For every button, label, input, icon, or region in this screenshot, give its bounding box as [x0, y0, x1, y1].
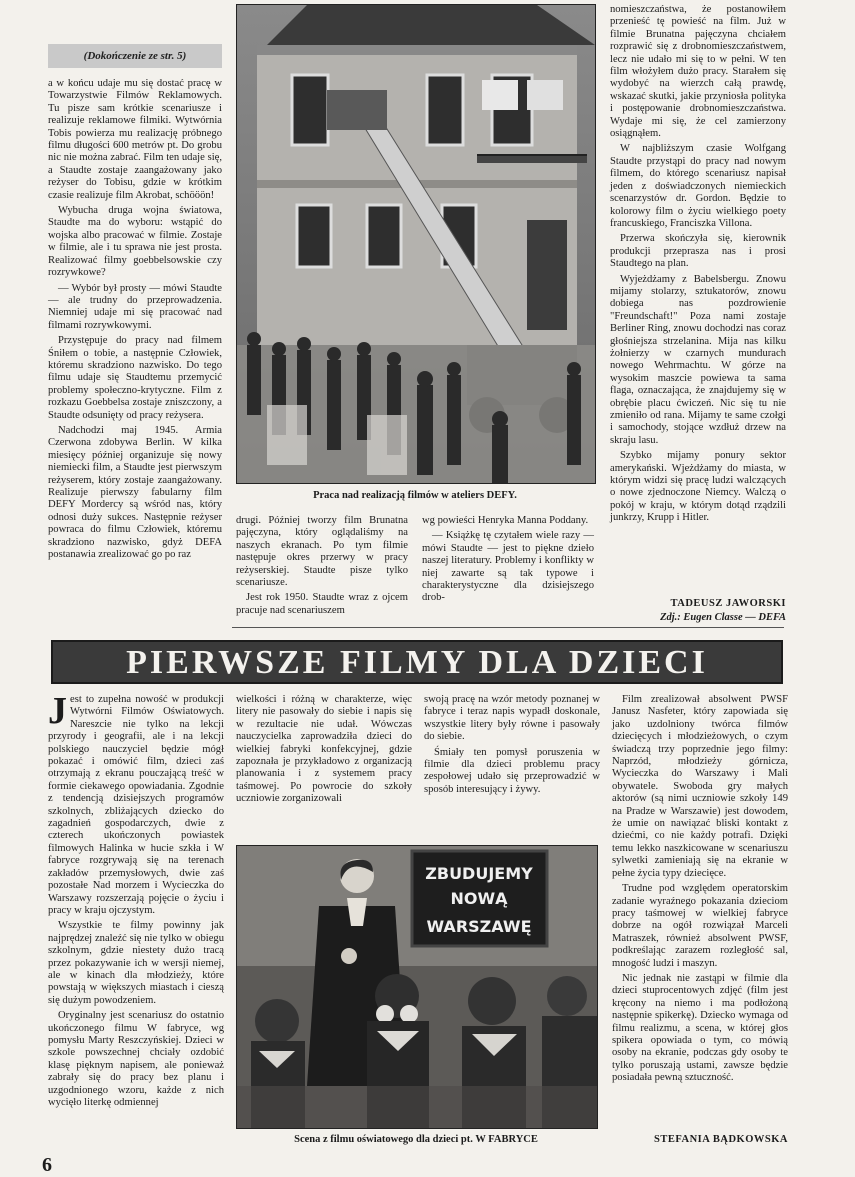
- sign-line-2: NOWĄ: [450, 889, 508, 908]
- photo-classroom: [236, 845, 598, 1129]
- article-bottom-col-3: [424, 694, 600, 834]
- continuation-note: (Dokończenie ze str. 5): [48, 44, 222, 68]
- photo-credit: Zdj.: Eugen Classe — DEFA: [660, 612, 786, 623]
- paragraph: Przerwa skończyła się, kierownik produkcji przeprasza nas i prosi Staudtego na plan.: [610, 233, 786, 270]
- paragraph: nomieszczaństwa, że postanowiłem przenieść tę powieść na film. Już w filmie Brunatna pajęczyna chciałem rozprawić się z drobnomieszczaństwem, lecz nie udało mi się to w pełni. W ten film włożyłem dużo pracy. Starałem się wydobyć na wierzch całą prawdę, wskazać skutki, jakie przyniosła polityka i postępowanie drobnomieszczaństwa. Wydaje mi się, że cel zamierzony osiągnąłem.: [610, 4, 786, 140]
- paragraph: wg powieści Henryka Manna Poddany.: [422, 515, 589, 526]
- article-bottom-col-2: [236, 694, 412, 834]
- drop-cap: J: [48, 690, 67, 732]
- paragraph: Wybucha druga wojna światowa, Staudte ma do wyboru: wstąpić do wojska albo pracować w filmie. Zostaje w filmie, ale i tu sprawa nie jest prosta. Realizować filmy goebbelsowskie czy rozrywkowe?: [48, 205, 222, 279]
- paragraph: swoją pracę na wzór metody poznanej w fabryce i teraz napis wypadł doskonale, wszystkie litery były równe i pasowały do siebie.: [424, 694, 600, 743]
- paragraph-text: est to zupełna nowość w produkcji Wytwórni Filmów Oświatowych. Nareszcie nie tylko na lekcji przyrody i geografii, ale i na lekcji polskiego nauczyciel będzie mógł pokazać i omówić film, dzieci zaś otrzymają z ekranu pouczającą treść w formie ciekawego opowiadania. Zgodnie z tendencją dzisiejszych programów szkolnych, zbliżających dziecko do zagadnień gospodarczych, dwie z czterech ukończonych powiastek filmowych Halinka w hucie szkła i W fabryce rozgrywają się na terenach zakładów przemysłowych, dwie zaś pozostałe Nad morzem i Wycieczka do Warszawy rozszerzają pojęcie o życiu i pracy w kraju ojczystym.: [48, 694, 224, 916]
- article-top-col-4: [610, 4, 786, 599]
- photo-classroom-image: [237, 846, 597, 1128]
- paragraph: Nic jednak nie zastąpi w filmie dla dzieci stuprocentowych zdjęć (film jest kręcony na niemo i ma podłożoną następnie spikerkę). Dziecko wymaga od filmu realizmu, a scena, w której głos spikera opowiada o tym, co mówią osoby na ekranie, podczas gdy osoby te tylko poruszają ustami, zawsze będzie posiadała pewną sztuczność.: [612, 972, 788, 1084]
- author-top: TADEUSZ JAWORSKI: [670, 598, 786, 609]
- paragraph: Film zrealizował absolwent PWSF Janusz Nasfeter, który zapowiada się jako uzdolniony twórca filmów dziecięcych i młodzieżowych, o czym świadczą trzy poprzednie jego filmy: Naprzód, młodzieży górnicza, Wycieczka do Warszawy i Mali obywatele. Swoboda gry małych aktorów (są nimi uczniowie szkoły 149 na Pradze w Warszawie) jest dowodem, że umie on nawiązać bliski kontakt z dziećmi, co nie każdy potrafi. Dzięki temu lekko naszkicowane w scenariuszu sylwetki zamieniają się na ekranie w pełne życia typy dziecięce.: [612, 694, 788, 879]
- paragraph: Szybko mijamy ponury sektor amerykański. Wjeżdżamy do miasta, w którym widzi się pracę ludzi walczących o nowe zjednoczone Niemcy. Walczą o pokój w kraju, w którym dotąd rządzili junkrzy, Krupp i Hitler.: [610, 450, 786, 524]
- photo-caption-classroom: Scena z filmu oświatowego dla dzieci pt. W FABRYCE: [294, 1134, 538, 1145]
- paragraph: Oryginalny jest scenariusz do ostatnio ukończonego filmu W fabryce, wg pomysłu Marty Reszczyńskiej. Dzieci w szkole powszechnej chciały ozdobić klasę pięknym napisem, ale ponieważ zabrały się do pracy bez planu i uzgodnionego wzoru, każde z nich wycięło literkę odmiennej: [48, 1010, 224, 1108]
- paragraph: Wyjeżdżamy z Babelsbergu. Znowu mijamy stolarzy, sztukatorów, znowu dobiega nas pozdrowienie "Freundschaft!" Poza nami zostaje Berliner Ring, znowu dochodzi nas coraz głośniejsza strzelanina. Mija nas kilku żołnierzy w czarnych mundurach nowego Wehrmachtu. W górze na wysokim maszcie powiewa ta sama flaga, oznaczająca, że znajdujemy się w obrębie placu ćwiczeń. Nic się tu nie zmieniło od rana. Mijamy te same czołgi i samochody, stojące wzdłuż drzew na skraju lasu.: [610, 273, 786, 446]
- paragraph: — Wybór był prosty — mówi Staudte — ale trudny do przeprowadzenia. Niemniej udaje mi się pracować nad filmami rozrywkowymi.: [48, 282, 222, 331]
- article-bottom-col-4: [612, 694, 788, 1126]
- article-top-col-2: [236, 515, 408, 625]
- paragraph: Wszystkie te filmy powinny jak najprędzej znaleźć się nie tylko w obiegu szkolnym, gdzie niestety dużo tracą przez pokazywanie ich w wersji niemej, ale w kinach dla młodzieży, które powstają w większych miastach i cieszą się dużym powodzeniem.: [48, 920, 224, 1006]
- paragraph-first: [48, 690, 224, 917]
- paragraph: wielkości i różną w charakterze, więc litery nie pasowały do siebie i napis się w rezultacie nie udał. Wówczas nauczycielka zaprowadziła dzieci do wielkiej fabryki konfekcyjnej, gdzie zapoznała je przykładowo z organizacją planowania i z systemem pracy taśmowej. Po powrocie do szkoły uczniowie zorganizowali: [236, 694, 412, 805]
- paragraph: W najbliższym czasie Wolfgang Staudte przystąpi do pracy nad nowym filmem, do którego scenariusz napisał jeden z doświadczonych niemieckich scenarzystów dr. Gordon. Będzie to kolorowy film o życiu wielkiego poety francuskiego, Franciszka Villona.: [610, 143, 786, 229]
- paragraph: drugi. Później tworzy film Brunatna pajęczyna, który oglądaliśmy na naszych ekranach. Po tym filmie następuje okres przerwy w pracy reżyserskiej. Staudte pisze tylko scenariusze.: [236, 515, 408, 589]
- article-top-col-1: [48, 78, 222, 638]
- divider-line: [232, 627, 784, 628]
- photo-film-studio: [236, 4, 596, 484]
- page-number: 6: [42, 1154, 52, 1176]
- paragraph: Nadchodzi maj 1945. Armia Czerwona zdobywa Berlin. W kilka miesięcy później organizuje się nowy niemiecki film, a Staudte jest pierwszym reżyserem, który zostaje zaangażowany. Realizuje pierwszy fabularny film DEFY Mordercy są wśród nas, który odnosi duży sukces. Następnie reżyser powraca do filmu Człowiek, któremu skradziono nazwisko, gdyż DEFA postanawia zrealizować go po raz: [48, 424, 222, 561]
- sign-line-3: WARSZAWĘ: [426, 917, 532, 936]
- author-bottom: STEFANIA BĄDKOWSKA: [654, 1134, 788, 1145]
- paragraph: Śmiały ten pomysł poruszenia w filmie dla dzieci problemu pracy zespołowej udało się przeprowadzić w sposób interesujący i żywy.: [424, 746, 600, 795]
- paragraph: Przystępuje do pracy nad filmem Śniłem o tobie, a następnie Człowiek, któremu skradziono nazwisko. Do tego filmu udaje się Staudtemu przemycić problemy społeczno-krytyczne. Film z rozkazu Goebbelsa zostaje zniszczony, a Staudte odsunięty od pracy reżysera.: [48, 335, 222, 421]
- headline-banner: PIERWSZE FILMY DLA DZIECI: [51, 640, 783, 684]
- paragraph: Jest rok 1950. Staudte wraz z ojcem pracuje nad scenariuszem: [236, 592, 408, 616]
- article-top-col-3: [422, 515, 594, 625]
- article-bottom-col-1: [48, 690, 224, 1149]
- paragraph: a w końcu udaje mu się dostać pracę w Towarzystwie Filmów Reklamowych. Tu pisze sam krótkie scenariusze i realizuje reklamowe filmiki. Wytwórnia Tobis powierza mu realizację próbnego filmu długości 600 metrów pt. Do grobu nic nie można zabrać. Film ten udaje się, a Staudte zostaje zaangażowany jako reżyser do Tobisu, gdzie w krótkim czasie realizuje film Akrobat, schööön!: [48, 78, 222, 201]
- sign-line-1: ZBUDUJEMY: [425, 864, 533, 883]
- photo-caption-studio: Praca nad realizacją filmów w ateliers DEFY.: [313, 490, 517, 501]
- paragraph: — Książkę tę czytałem wiele razy — mówi Staudte — jest to piękne dzieło naszej literatury. Problemy i konflikty w niej zawarte są tak typowe i charakterystyczne dla dzisiejszego drob-: [422, 530, 594, 604]
- paragraph: Trudne pod względem operatorskim zadanie wyraźnego pokazania dzieciom pracy taśmowej w wielkiej fabryce dobrze na ogół rozwiązał Marceli Matraszek, również absolwent PWSF, podkreślając zarazem rozległość sal, mnogość ludzi i maszyn.: [612, 883, 788, 969]
- photo-film-studio-image: [237, 5, 595, 483]
